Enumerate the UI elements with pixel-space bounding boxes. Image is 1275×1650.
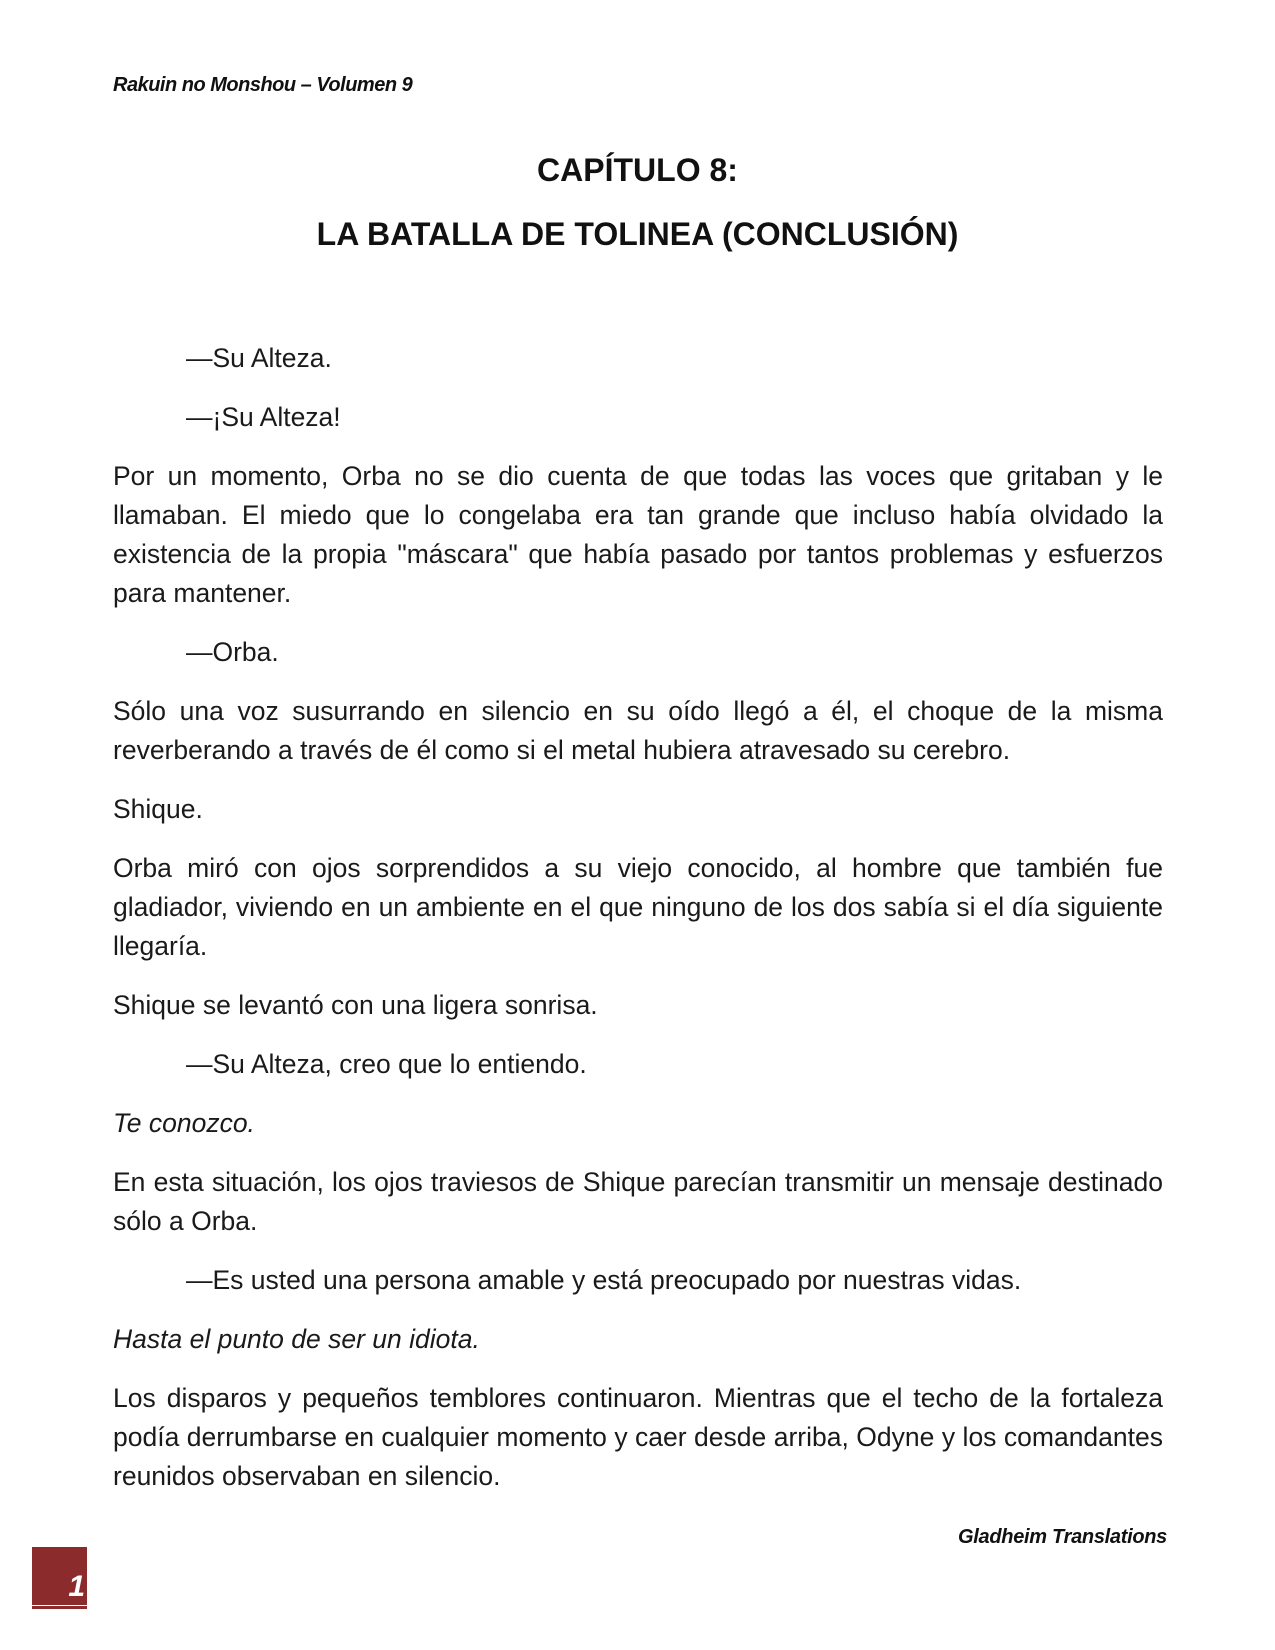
narration-paragraph: Por un momento, Orba no se dio cuenta de que todas las voces que gritaban y le llamaban. El miedo que lo congelaba era tan grande que incluso había olvidado la existencia de la propia "máscara" que había pasado por tantos problemas y esfuerzos para mantener. [113, 461, 1163, 608]
narration-paragraph: Sólo una voz susurrando en silencio en su oído llegó a él, el choque de la misma reverberando a través de él como si el metal hubiera atravesado su cerebro. [113, 696, 1163, 765]
narration-paragraph: Shique se levantó con una ligera sonrisa. [113, 990, 598, 1020]
thought-line: Hasta el punto de ser un idiota. [113, 1324, 480, 1354]
dialog-line: —Su Alteza, creo que lo entiendo. [186, 1049, 587, 1079]
dialog-line: —¡Su Alteza! [186, 402, 341, 432]
page-number-underline [32, 1606, 87, 1609]
chapter-title: LA BATALLA DE TOLINEA (CONCLUSIÓN) [316, 216, 959, 252]
narration-paragraph: Los disparos y pequeños temblores continuaron. Mientras que el techo de la fortaleza podía derrumbarse en cualquier momento y caer desde arriba, Odyne y los comandantes reunidos observaban en silencio. [113, 1383, 1163, 1491]
dialog-line: —Orba. [186, 637, 279, 667]
dialog-line: —Su Alteza. [186, 343, 332, 373]
footer-credit: Gladheim Translations [958, 1526, 1167, 1548]
thought-line: Te conozco. [113, 1108, 255, 1138]
running-header: Rakuin no Monshou – Volumen 9 [113, 74, 413, 96]
narration-paragraph: Shique. [113, 794, 203, 824]
dialog-line: —Es usted una persona amable y está preocupado por nuestras vidas. [186, 1265, 1022, 1295]
page-number-badge [32, 1547, 87, 1605]
chapter-number: CAPÍTULO 8: [537, 152, 738, 188]
narration-paragraph: En esta situación, los ojos traviesos de Shique parecían transmitir un mensaje destinado sólo a Orba. [113, 1167, 1163, 1236]
page-number: 1 [68, 1570, 85, 1603]
chapter-body [113, 339, 1163, 1496]
narration-paragraph: Orba miró con ojos sorprendidos a su viejo conocido, al hombre que también fue gladiador, viviendo en un ambiente en el que ninguno de los dos sabía si el día siguiente llegaría. [113, 853, 1163, 961]
